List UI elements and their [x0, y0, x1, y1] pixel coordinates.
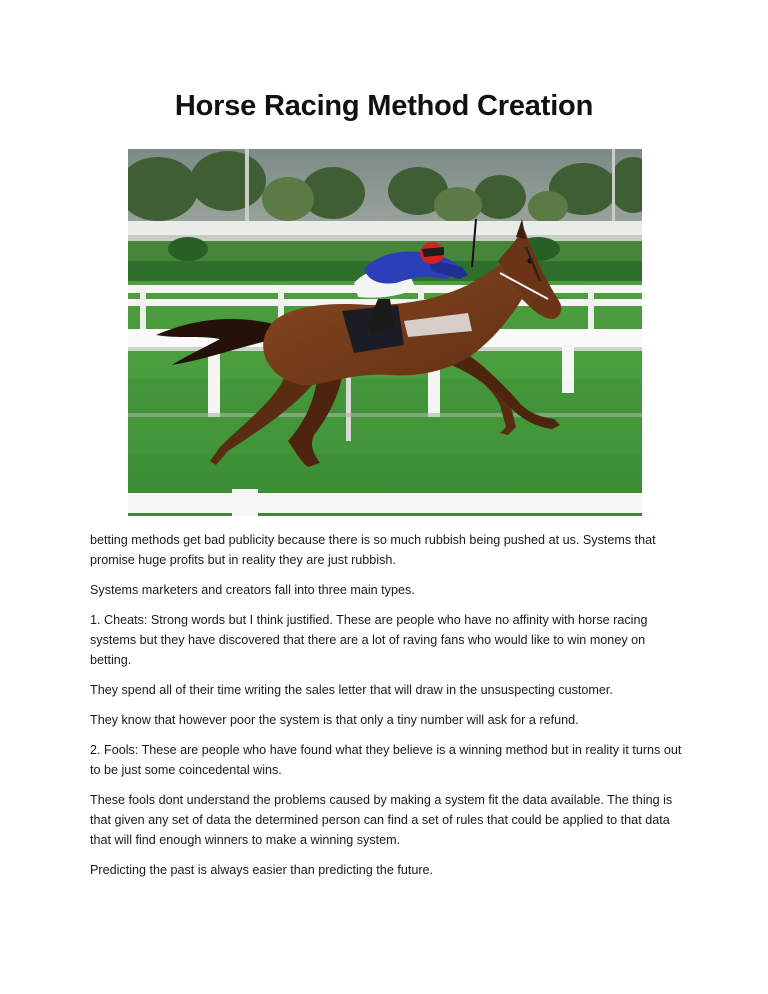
paragraph: These fools dont understand the problems caused by making a system fit the data available. The thing is that given any set of data the determined person can find a set of rules that could be applied to that data that will find enough winners to make a winning system. — [90, 793, 673, 847]
paragraph: 1. Cheats: Strong words but I think justified. These are people who have no affinity with horse racing systems but they have discovered that there are a lot of raving fans who would like to win money on betting. — [90, 613, 648, 667]
article-body — [90, 530, 682, 890]
racehorse-photo — [128, 149, 642, 516]
paragraph: betting methods get bad publicity because there is so much rubbish being pushed at us. Systems that promise huge profits but in reality they are just rubbish. — [90, 533, 656, 567]
paragraph: 2. Fools: These are people who have found what they believe is a winning method but in reality it turns out to be just some coincedental wins. — [90, 743, 682, 777]
page-title: Horse Racing Method Creation — [174, 90, 594, 122]
paragraph: They spend all of their time writing the sales letter that will draw in the unsuspecting customer. — [90, 683, 613, 697]
paragraph: Systems marketers and creators fall into three main types. — [90, 583, 415, 597]
paragraph: They know that however poor the system is that only a tiny number will ask for a refund. — [90, 713, 579, 727]
paragraph: Predicting the past is always easier than predicting the future. — [90, 863, 434, 877]
